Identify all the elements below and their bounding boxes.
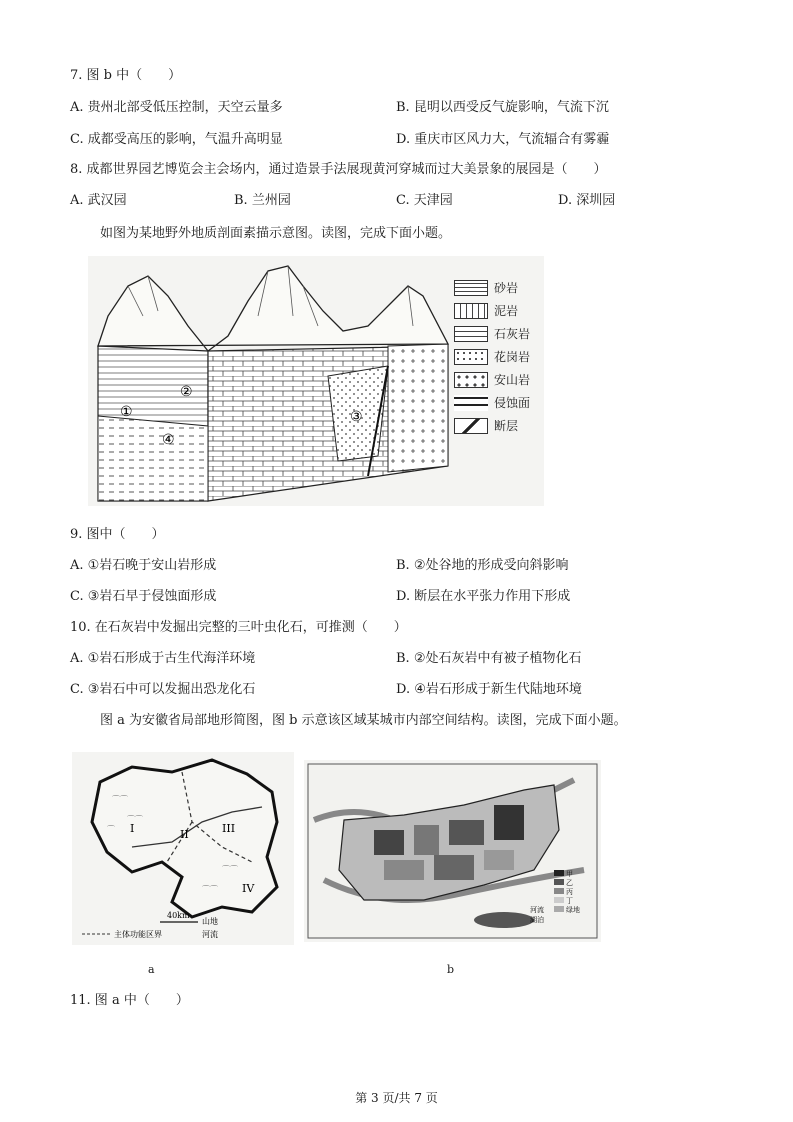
legend-river: 河流 [202,930,218,939]
legend-yi: 乙 [566,879,573,887]
q8-option-b: B. 兰州园 [234,193,291,208]
q9-option-d: D. 断层在水平张力作用下形成 [396,589,571,604]
marker-2: ② [180,384,193,400]
q8-option-a: A. 武汉园 [70,193,127,208]
legend-sandstone: 砂岩 [454,276,530,299]
legend-boundary: 主体功能区界 [114,930,162,939]
intro-anhui: 图 a 为安徽省局部地形简图，图 b 示意该区域某城市内部空间结构。读图，完成下面小题。 [100,713,627,728]
q10-option-c: C. ③岩石中可以发掘出恐龙化石 [70,682,256,697]
region-ii-label: II [180,828,189,841]
legend-green: 绿地 [566,906,580,914]
q7-option-b: B. 昆明以西受反气旋影响，气流下沉 [396,100,609,115]
map-a-figure [72,752,294,945]
q7-stem: 7. 图 b 中（ ） [70,68,182,83]
q8-option-d: D. 深圳园 [558,193,616,208]
marker-1: ① [120,404,133,420]
geology-legend [454,276,530,437]
q10-stem: 10. 在石灰岩中发掘出完整的三叶虫化石，可推测（ ） [70,620,407,635]
q7-option-a: A. 贵州北部受低压控制，天空云量多 [70,100,283,115]
q10-option-a: A. ①岩石形成于古生代海洋环境 [70,651,256,666]
legend-bing: 丙 [566,888,573,896]
q9-option-a: A. ①岩石晚于安山岩形成 [70,558,217,573]
intro-geology: 如图为某地野外地质剖面素描示意图。读图，完成下面小题。 [100,226,452,241]
region-iv-label: IV [242,882,255,895]
map-b-caption: b [447,963,455,976]
q7-option-c: C. 成都受高压的影响，气温升高明显 [70,132,283,147]
q7-option-d: D. 重庆市区风力大，气流辐合有雾霾 [396,132,610,147]
legend-mountain: 山地 [202,917,218,926]
map-b-drawing [304,760,601,942]
q8-option-c: C. 天津园 [396,193,453,208]
q9-option-b: B. ②处谷地的形成受向斜影响 [396,558,569,573]
marker-4: ④ [162,432,175,448]
scale-label: 40km [167,911,190,920]
svg-text:⌒⌒: ⌒⌒ [127,815,143,824]
legend-river-b: 河流 [530,906,544,914]
geology-section-figure [88,256,544,506]
q11-stem: 11. 图 a 中（ ） [70,993,189,1008]
q10-option-b: B. ②处石灰岩中有被子植物化石 [396,651,582,666]
region-iii-label: III [222,822,236,835]
map-a-caption: a [148,963,155,976]
legend-andesite: 安山岩 [454,368,530,391]
legend-mudstone: 泥岩 [454,299,530,322]
q9-option-c: C. ③岩石早于侵蚀面形成 [70,589,217,604]
map-a-drawing [72,752,294,945]
svg-text:⌒: ⌒ [107,825,115,834]
legend-lake-b: 湖泊 [530,916,544,924]
svg-text:⌒⌒: ⌒⌒ [112,795,128,804]
q8-stem: 8. 成都世界园艺博览会主会场内，通过造景手法展现黄河穿城而过大美景象的展园是（ ） [70,162,607,177]
q10-option-d: D. ④岩石形成于新生代陆地环境 [396,682,582,697]
q9-stem: 9. 图中（ ） [70,527,165,542]
region-i-label: I [130,822,135,835]
legend-erosion-surface: 侵蚀面 [454,391,530,414]
map-b-figure [304,760,601,942]
svg-text:⌒⌒: ⌒⌒ [202,885,218,894]
legend-fault: 断层 [454,414,530,437]
legend-limestone: 石灰岩 [454,322,530,345]
legend-jia: 甲 [566,870,573,878]
legend-ding: 丁 [566,897,573,905]
page-footer: 第 3 页/共 7 页 [355,1091,438,1105]
marker-3: ③ [350,409,363,425]
legend-granite: 花岗岩 [454,345,530,368]
svg-text:⌒⌒: ⌒⌒ [222,865,238,874]
